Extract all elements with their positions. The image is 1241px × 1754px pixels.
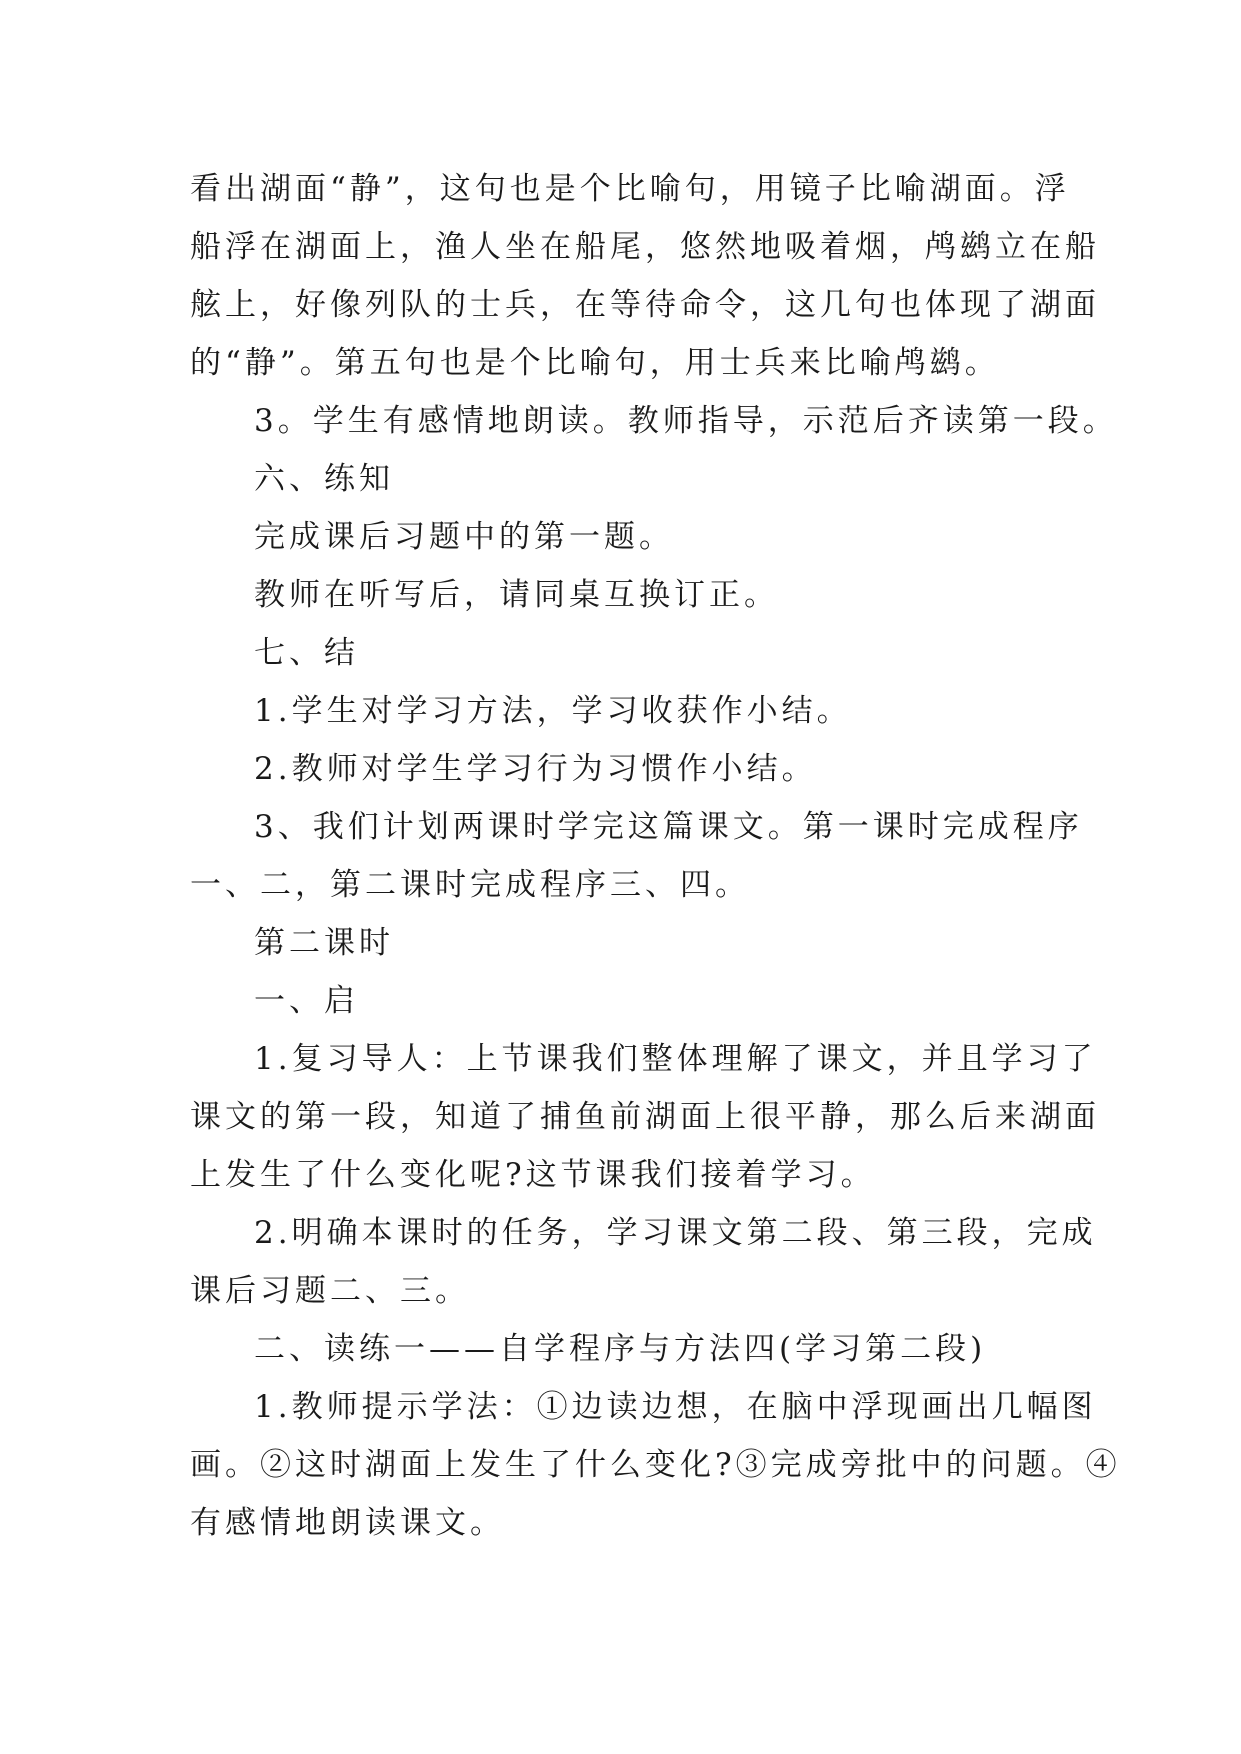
text-line: 完成课后习题中的第一题。: [254, 519, 674, 555]
section-heading: 七、结: [254, 635, 359, 671]
text-line: 3、我们计划两课时学完这篇课文。第一课时完成程序: [254, 809, 1083, 845]
text-line: 有感情地朗读课文。: [190, 1505, 505, 1541]
section-heading: 一、启: [254, 983, 359, 1019]
text-line: 课文的第一段，知道了捕鱼前湖面上很平静，那么后来湖面: [190, 1099, 1100, 1135]
section-heading: 第二课时: [254, 925, 394, 961]
text-line: 看出湖面“静”，这句也是个比喻句，用镜子比喻湖面。浮: [190, 171, 1070, 207]
text-line: 舷上，好像列队的士兵，在等待命令，这几句也体现了湖面: [190, 287, 1100, 323]
text-line: 2.明确本课时的任务，学习课文第二段、第三段，完成: [254, 1215, 1097, 1251]
text-line: 3。学生有感情地朗读。教师指导，示范后齐读第一段。: [254, 403, 1118, 439]
section-heading: 二、读练一——自学程序与方法四(学习第二段): [254, 1331, 987, 1367]
text-line: 1.学生对学习方法，学习收获作小结。: [254, 693, 852, 729]
text-line: 船浮在湖面上，渔人坐在船尾，悠然地吸着烟，鸬鹚立在船: [190, 229, 1100, 265]
text-line: 课后习题二、三。: [190, 1273, 470, 1309]
text-line: 1.教师提示学法：①边读边想，在脑中浮现画出几幅图: [254, 1389, 1097, 1425]
text-line: 2.教师对学生学习行为习惯作小结。: [254, 751, 817, 787]
text-line: 一、二，第二课时完成程序三、四。: [190, 867, 750, 903]
text-line: 1.复习导人：上节课我们整体理解了课文，并且学习了: [254, 1041, 1097, 1077]
text-line: 教师在听写后，请同桌互换订正。: [254, 577, 779, 613]
document-body: [190, 160, 1121, 1552]
text-line: 上发生了什么变化呢?这节课我们接着学习。: [190, 1157, 876, 1193]
text-line: 的“静”。第五句也是个比喻句，用士兵来比喻鸬鹚。: [190, 345, 1000, 381]
section-heading: 六、练知: [254, 461, 394, 497]
text-line: 画。②这时湖面上发生了什么变化?③完成旁批中的问题。④: [190, 1447, 1121, 1483]
